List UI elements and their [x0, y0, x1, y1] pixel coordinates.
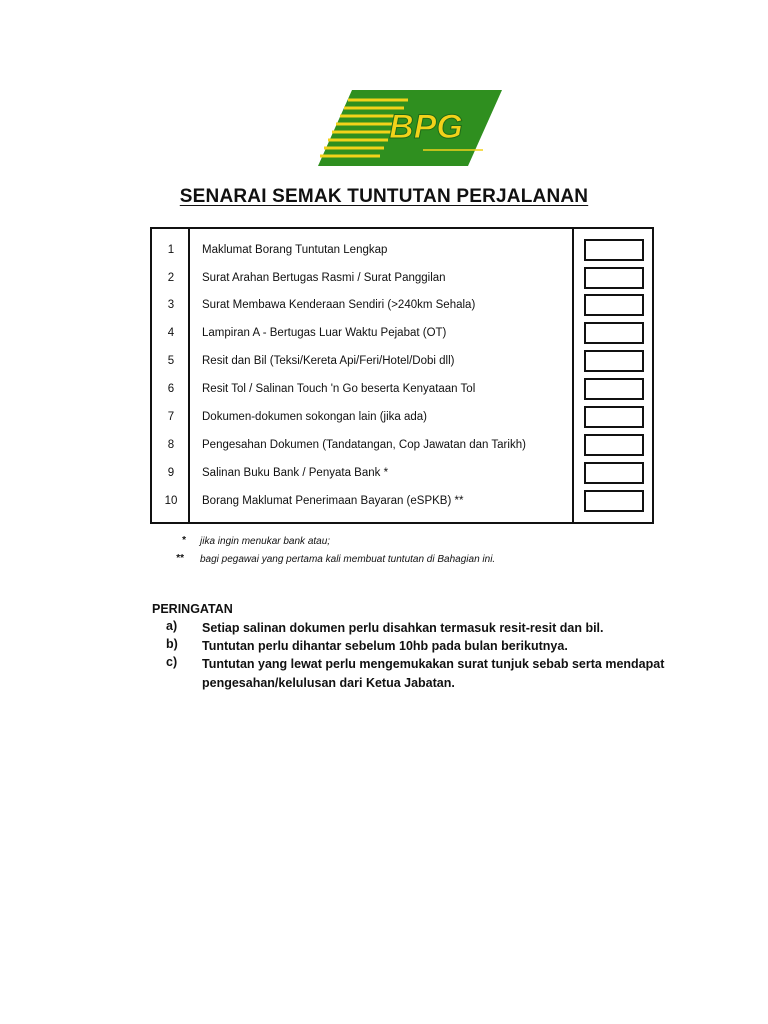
checklist-row	[152, 265, 652, 293]
checkbox[interactable]	[584, 434, 644, 456]
checklist-table	[150, 227, 654, 524]
row-text: Maklumat Borang Tuntutan Lengkap	[202, 244, 388, 256]
row-text: Borang Maklumat Penerimaan Bayaran (eSPKB) **	[202, 495, 464, 507]
row-number: 6	[167, 383, 175, 395]
reminder-letter: c)	[166, 655, 178, 669]
row-number: 10	[164, 495, 178, 507]
row-number: 7	[167, 411, 175, 423]
row-number: 8	[167, 439, 175, 451]
checkbox[interactable]	[584, 267, 644, 289]
row-number: 4	[167, 327, 175, 339]
checklist-row	[152, 292, 652, 320]
row-text: Lampiran A - Bertugas Luar Waktu Pejabat (OT)	[202, 327, 447, 339]
checklist-row	[152, 376, 652, 404]
reminder-letter: b)	[166, 637, 178, 651]
checkbox[interactable]	[584, 350, 644, 372]
row-text: Surat Membawa Kenderaan Sendiri (>240km Sehala)	[202, 299, 476, 311]
checkbox[interactable]	[584, 406, 644, 428]
checkbox[interactable]	[584, 322, 644, 344]
reminder-text: Tuntutan perlu dihantar sebelum 10hb pada bulan berikutnya.	[202, 639, 568, 653]
checkbox[interactable]	[584, 490, 644, 512]
row-number: 2	[167, 272, 175, 284]
reminder-text: pengesahan/kelulusan dari Ketua Jabatan.	[202, 676, 455, 690]
row-text: Resit Tol / Salinan Touch 'n Go beserta Kenyataan Tol	[202, 383, 476, 395]
svg-text:BPG: BPG	[389, 108, 463, 146]
checklist-row	[152, 432, 652, 460]
footnote-marker: **	[176, 553, 184, 564]
checkbox[interactable]	[584, 239, 644, 261]
checklist-row	[152, 488, 652, 516]
checkbox[interactable]	[584, 462, 644, 484]
footnote-text: jika ingin menukar bank atau;	[200, 536, 331, 547]
footnote-marker: *	[182, 535, 186, 546]
row-text: Pengesahan Dokumen (Tandatangan, Cop Jawatan dan Tarikh)	[202, 439, 526, 451]
row-text: Resit dan Bil (Teksi/Kereta Api/Feri/Hotel/Dobi dll)	[202, 355, 455, 367]
row-text: Dokumen-dokumen sokongan lain (jika ada)	[202, 411, 428, 423]
checkbox[interactable]	[584, 378, 644, 400]
reminder-heading: PERINGATAN	[152, 602, 233, 616]
row-number: 5	[167, 355, 175, 367]
bpg-logo	[318, 90, 502, 166]
row-text: Salinan Buku Bank / Penyata Bank *	[202, 467, 389, 479]
reminder-text: Setiap salinan dokumen perlu disahkan termasuk resit-resit dan bil.	[202, 621, 604, 635]
row-number: 1	[167, 244, 175, 256]
checklist-row	[152, 237, 652, 265]
checkbox[interactable]	[584, 294, 644, 316]
reminder-letter: a)	[166, 619, 178, 633]
checklist-row	[152, 404, 652, 432]
reminder-text: Tuntutan yang lewat perlu mengemukakan surat tunjuk sebab serta mendapat	[202, 657, 665, 671]
row-text: Surat Arahan Bertugas Rasmi / Surat Panggilan	[202, 272, 446, 284]
row-number: 3	[167, 299, 175, 311]
page-title: SENARAI SEMAK TUNTUTAN PERJALANAN	[179, 186, 589, 207]
row-number: 9	[167, 467, 175, 479]
checklist-row	[152, 460, 652, 488]
checklist-row	[152, 320, 652, 348]
checklist-row	[152, 348, 652, 376]
footnote-text: bagi pegawai yang pertama kali membuat tuntutan di Bahagian ini.	[200, 554, 496, 565]
